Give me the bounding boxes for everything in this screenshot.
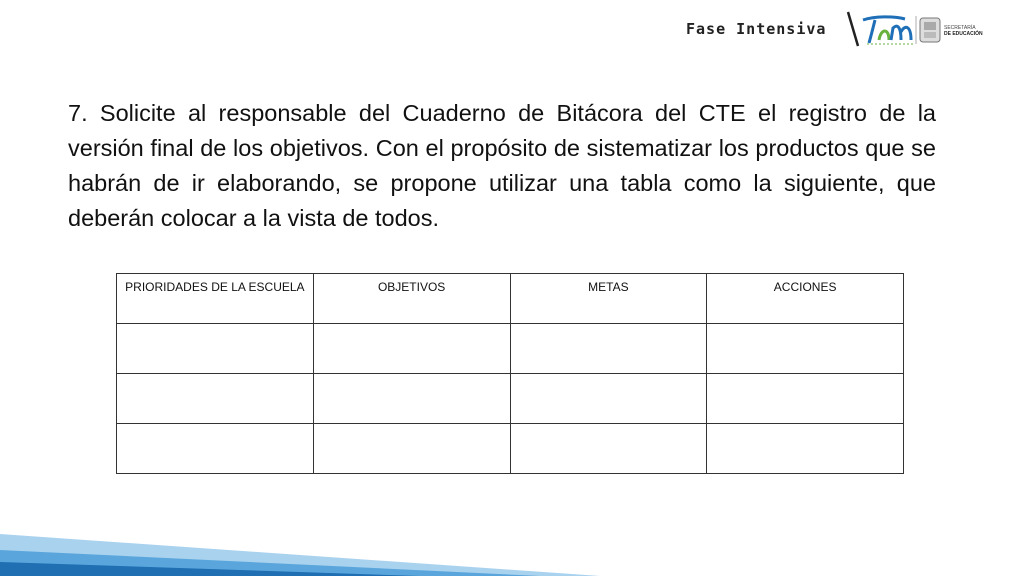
table-cell bbox=[510, 424, 707, 474]
header-objectives: OBJETIVOS bbox=[313, 274, 510, 324]
table-cell bbox=[510, 324, 707, 374]
header-priorities: PRIORIDADES DE LA ESCUELA bbox=[117, 274, 314, 324]
table-header-row bbox=[117, 274, 904, 324]
table-cell bbox=[117, 424, 314, 474]
table-row bbox=[117, 424, 904, 474]
table-cell bbox=[117, 324, 314, 374]
table-cell bbox=[707, 374, 904, 424]
section-title: Fase Intensiva bbox=[686, 20, 827, 38]
instruction-paragraph: 7. Solicite al responsable del Cuaderno de Bitácora del CTE el registro de la versión final de los objetivos. Con el propósito de sistematizar los productos que se habrán de ir elaborando, se propone utilizar una tabla como la siguiente, que deberán colocar a la vista de todos. bbox=[68, 100, 936, 231]
table-cell bbox=[117, 374, 314, 424]
table-cell bbox=[707, 324, 904, 374]
table-cell bbox=[313, 374, 510, 424]
state-seal-icon bbox=[920, 18, 940, 42]
table-row bbox=[117, 374, 904, 424]
header-goals: METAS bbox=[510, 274, 707, 324]
decorative-footer-stripes bbox=[0, 516, 600, 576]
planning-table bbox=[116, 273, 904, 474]
table-row bbox=[117, 324, 904, 374]
ministry-name: SECRETARÍA DE EDUCACIÓN bbox=[944, 25, 983, 37]
table-cell bbox=[313, 424, 510, 474]
table-cell bbox=[313, 324, 510, 374]
table-cell bbox=[510, 374, 707, 424]
table-cell bbox=[707, 424, 904, 474]
header-actions: ACCIONES bbox=[707, 274, 904, 324]
